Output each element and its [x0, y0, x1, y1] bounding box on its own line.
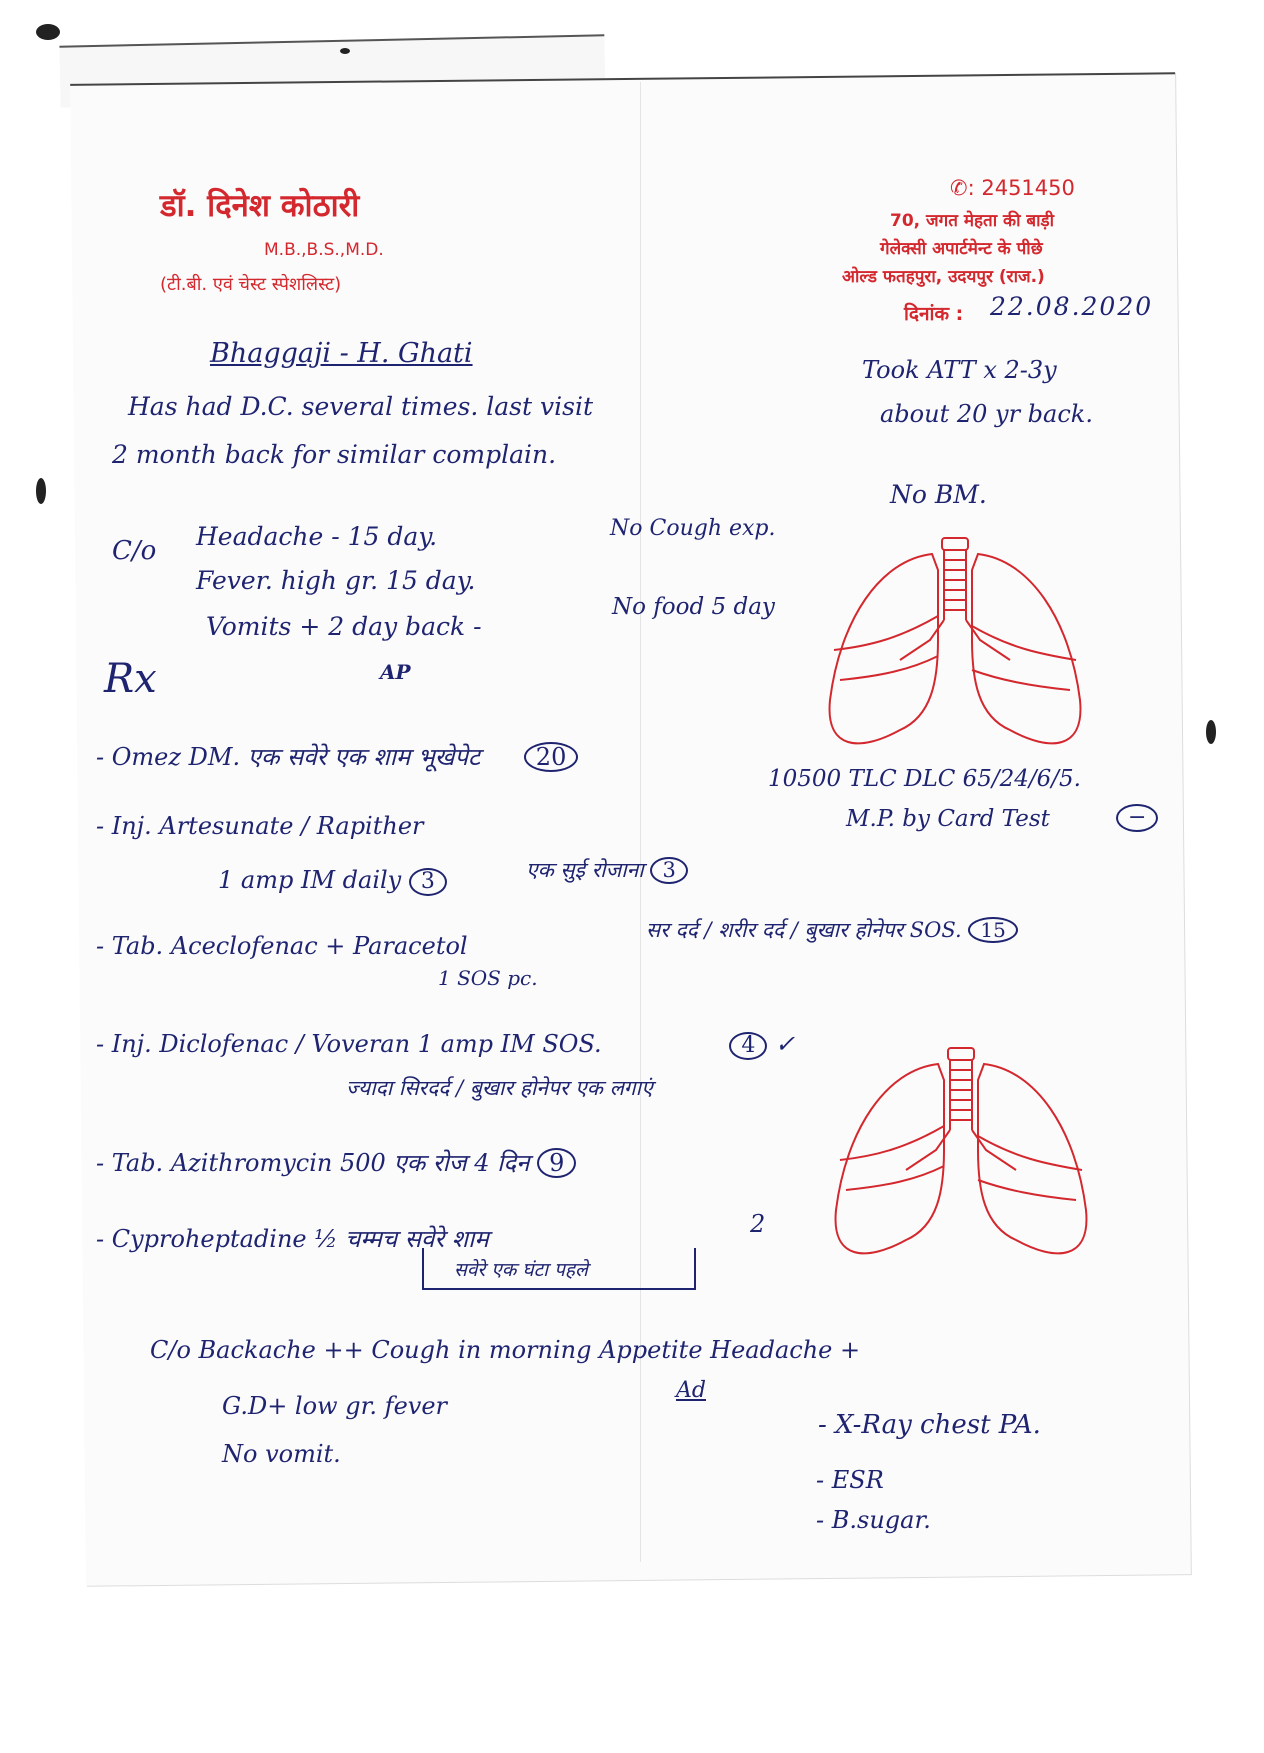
qty-badge: 9 — [537, 1148, 576, 1178]
address-line-3: ओल्ड फतहपुरा, उदयपुर (राज.) — [842, 267, 1045, 287]
followup-line-2: G.D+ low gr. fever — [222, 1392, 447, 1420]
rx-line-cyproheptadine-timing: सवेरे एक घंटा पहले — [454, 1259, 588, 1281]
rx-line-diclofenac: - Inj. Diclofenac / Voveran 1 amp IM SOS. 4 ✓ — [96, 1030, 795, 1060]
ink-smudge — [36, 24, 60, 40]
investigation-esr: - ESR — [816, 1466, 884, 1494]
rx-line-artesunate: - Inj. Artesunate / Rapither — [96, 812, 424, 840]
followup-line-3: No vomit. — [222, 1440, 341, 1468]
mp-result: − — [1116, 804, 1158, 832]
rx-line-azithromycin: - Tab. Azithromycin 500 एक रोज 4 दिन 9 — [96, 1146, 576, 1179]
lung-diagram-upper — [820, 530, 1090, 760]
att-line-2: about 20 yr back. — [880, 400, 1093, 428]
qty-badge: 20 — [524, 742, 579, 772]
lab-tlc-dlc: 10500 TLC DLC 65/24/6/5. — [768, 766, 1081, 792]
doctor-degrees: M.B.,B.S.,M.D. — [264, 240, 384, 260]
qty-badge: 3 — [409, 868, 447, 896]
advice-note: Ad — [676, 1378, 706, 1403]
patient-name: Bhaggaji - H. Ghati — [210, 338, 473, 369]
ap-note: AP — [380, 660, 411, 684]
ink-smudge — [1206, 720, 1216, 744]
complaint-1: Headache - 15 day. — [196, 522, 438, 551]
rx-line-artesunate-dose: 1 amp IM daily 3 — [218, 866, 447, 896]
rx-line-diclofenac-hindi: ज्यादा सिरदर्द / बुखार होनेपर एक लगाएं — [346, 1076, 653, 1100]
qty-badge: 15 — [968, 917, 1017, 943]
date-label: दिनांक : — [904, 303, 964, 325]
investigation-sugar: - B.sugar. — [816, 1506, 931, 1534]
ink-smudge — [340, 48, 350, 54]
rx-line-artesunate-hindi: एक सुई रोजाना 3 — [526, 856, 688, 884]
doctor-specialty: (टी.बी. एवं चेस्ट स्पेशलिस्ट) — [160, 274, 342, 295]
side-note-1: No Cough exp. — [610, 516, 776, 541]
history-line-2: 2 month back for similar complain. — [112, 440, 557, 469]
rx-line-aceclofenac-dose: 1 SOS pc. — [438, 966, 538, 990]
lab-mp: M.P. by Card Test — [846, 806, 1050, 832]
investigation-xray: - X-Ray chest PA. — [818, 1410, 1041, 1440]
address-line-1: 70, जगत मेहता की बाड़ी — [890, 211, 1055, 231]
rx-line-omez: - Omez DM. एक सवेरे एक शाम भूखेपेट 20 — [96, 740, 578, 773]
complaint-3: Vomits + 2 day back - — [206, 612, 482, 641]
phone-number: ✆: 2451450 — [950, 176, 1075, 200]
rx-line-aceclofenac: - Tab. Aceclofenac + Paracetol — [96, 932, 468, 960]
qty-badge: 3 — [650, 857, 687, 884]
lung-diagram-lower — [826, 1040, 1096, 1270]
date-value: 22.08.2020 — [990, 292, 1154, 321]
rx-line-cyproheptadine: - Cyproheptadine ½ चम्मच सवेरे शाम — [96, 1225, 489, 1253]
followup-line-1: C/o Backache ++ Cough in morning Appetite Headache + — [150, 1336, 861, 1364]
ink-smudge — [36, 478, 46, 504]
rx-symbol: Rx — [104, 656, 157, 702]
history-line-1: Has had D.C. several times. last visit — [128, 392, 593, 421]
rx-line-aceclofenac-hindi: सर दर्द / शरीर दर्द / बुखार होनेपर SOS. 15 — [646, 916, 1018, 944]
att-line-1: Took ATT x 2-3y — [862, 356, 1057, 384]
side-note-2: No food 5 day — [612, 594, 775, 620]
address-line-2: गेलेक्सी अपार्टमेन्ट के पीछे — [880, 239, 1043, 259]
qty-badge: 4 — [729, 1032, 767, 1060]
complaints-label: C/o — [112, 536, 157, 566]
complaint-2: Fever. high gr. 15 day. — [196, 566, 476, 595]
no-bm-note: No BM. — [890, 480, 987, 509]
cyproheptadine-qty: 2 — [750, 1210, 766, 1238]
doctor-name: डॉ. दिनेश कोठारी — [160, 188, 360, 224]
